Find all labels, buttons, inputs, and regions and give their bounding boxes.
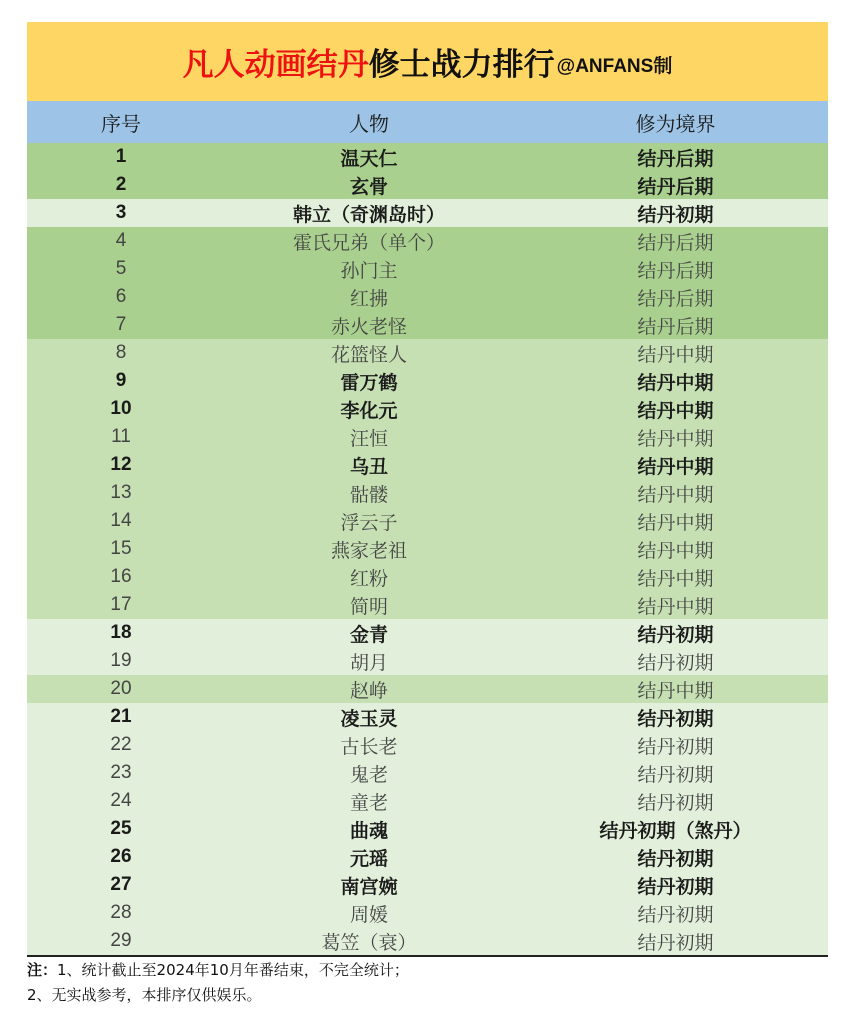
- name-cell: 花篮怪人: [330, 343, 407, 366]
- realm-cell: 结丹后期: [637, 315, 714, 338]
- title-red-part: 凡人动画结丹: [182, 47, 369, 83]
- realm-cell: 结丹中期: [637, 371, 714, 394]
- rank-cell: 5: [115, 258, 127, 279]
- rank-cell: 20: [110, 678, 132, 699]
- rank-cell: 24: [110, 790, 132, 811]
- notes: [27, 958, 409, 1008]
- table-row: [27, 759, 828, 787]
- name-cell: 李化元: [340, 399, 398, 422]
- rank-cell: 19: [110, 650, 132, 671]
- rank-cell: 10: [110, 398, 132, 419]
- table-row: [27, 619, 828, 647]
- rank-cell: 27: [110, 874, 132, 895]
- rank-cell: 25: [110, 818, 132, 839]
- name-cell: 韩立（奇渊岛时）: [292, 203, 445, 226]
- name-cell: 赵峥: [349, 679, 388, 702]
- rank-cell: 8: [115, 342, 127, 363]
- name-cell: 凌玉灵: [340, 707, 398, 730]
- header-realm: 修为境界: [635, 111, 716, 136]
- realm-cell: 结丹中期: [637, 679, 714, 702]
- name-cell: 乌丑: [349, 455, 388, 478]
- table-row: [27, 143, 828, 171]
- table-header: [27, 101, 828, 143]
- name-cell: 鬼老: [349, 763, 388, 786]
- rank-cell: 1: [115, 146, 127, 167]
- rank-cell: 26: [110, 846, 132, 867]
- table-row: [27, 535, 828, 563]
- name-cell: 玄骨: [349, 175, 388, 198]
- table-row: [27, 899, 828, 927]
- table-row: [27, 255, 828, 283]
- table-row: [27, 171, 828, 199]
- table-body: [27, 143, 828, 955]
- rank-cell: 28: [110, 902, 132, 923]
- header-name: 人物: [349, 111, 389, 136]
- realm-cell: 结丹初期: [637, 735, 714, 758]
- table-row: [27, 843, 828, 871]
- title-bar: [27, 22, 828, 101]
- name-cell: 赤火老怪: [330, 315, 407, 338]
- table-row: [27, 367, 828, 395]
- table-row: [27, 675, 828, 703]
- realm-cell: 结丹初期: [637, 623, 714, 646]
- rank-cell: 14: [110, 510, 132, 531]
- realm-cell: 结丹初期: [637, 875, 714, 898]
- realm-cell: 结丹中期: [637, 511, 714, 534]
- name-cell: 雷万鹤: [340, 371, 398, 394]
- realm-cell: 结丹初期: [637, 203, 714, 226]
- name-cell: 曲魂: [349, 819, 388, 842]
- title-black-part: 修士战力排行: [368, 47, 555, 83]
- rank-cell: 9: [115, 370, 127, 391]
- realm-cell: 结丹后期: [637, 259, 714, 282]
- name-cell: 燕家老祖: [330, 539, 407, 562]
- ranking-table: [27, 22, 828, 957]
- table-row: [27, 339, 828, 367]
- realm-cell: 结丹中期: [637, 567, 714, 590]
- name-cell: 红粉: [349, 567, 388, 590]
- note-line-2: 2、无实战参考，本排序仅供娱乐。: [27, 986, 262, 1004]
- rank-cell: 23: [110, 762, 132, 783]
- table-row: [27, 591, 828, 619]
- name-cell: 汪恒: [349, 427, 388, 450]
- rank-cell: 12: [110, 454, 132, 475]
- title-credit: @ANFANS制: [556, 56, 673, 77]
- realm-cell: 结丹中期: [637, 539, 714, 562]
- name-cell: 简明: [349, 595, 388, 618]
- rank-cell: 17: [110, 594, 132, 615]
- table-row: [27, 787, 828, 815]
- realm-cell: 结丹后期: [637, 147, 714, 170]
- realm-cell: 结丹初期: [637, 847, 714, 870]
- rank-cell: 13: [110, 482, 132, 503]
- realm-cell: 结丹初期: [637, 931, 714, 954]
- realm-cell: 结丹初期: [637, 791, 714, 814]
- realm-cell: 结丹中期: [637, 595, 714, 618]
- realm-cell: 结丹初期: [637, 707, 714, 730]
- table-row: [27, 199, 828, 227]
- name-cell: 红拂: [349, 287, 388, 310]
- note-line-1: [27, 958, 409, 983]
- table-row: [27, 507, 828, 535]
- table-row: [27, 927, 828, 955]
- name-cell: 金青: [349, 623, 388, 646]
- rank-cell: 21: [110, 706, 132, 727]
- table-row: [27, 395, 828, 423]
- table-row: [27, 647, 828, 675]
- rank-cell: 11: [111, 426, 131, 447]
- table-row: [27, 423, 828, 451]
- name-cell: 古长老: [340, 735, 398, 758]
- realm-cell: 结丹中期: [637, 483, 714, 506]
- table-row: [27, 227, 828, 255]
- realm-cell: 结丹中期: [637, 343, 714, 366]
- rank-cell: 18: [110, 622, 132, 643]
- name-cell: 温天仁: [340, 147, 398, 170]
- table-bottom-rule: [27, 955, 828, 957]
- rank-cell: 22: [110, 734, 132, 755]
- rank-cell: 6: [115, 286, 127, 307]
- rank-cell: 29: [110, 930, 132, 951]
- table-row: [27, 479, 828, 507]
- rank-cell: 16: [110, 566, 132, 587]
- name-cell: 元瑶: [349, 847, 388, 870]
- table-row: [27, 703, 828, 731]
- header-rank: 序号: [101, 111, 141, 136]
- note-label: 注：: [27, 961, 58, 979]
- rank-cell: 4: [115, 230, 127, 251]
- realm-cell: 结丹后期: [637, 231, 714, 254]
- table-row: [27, 283, 828, 311]
- name-cell: 葛笠（衰）: [321, 931, 417, 954]
- realm-cell: 结丹后期: [637, 175, 714, 198]
- realm-cell: 结丹初期: [637, 651, 714, 674]
- table-row: [27, 815, 828, 843]
- realm-cell: 结丹初期: [637, 903, 714, 926]
- realm-cell: 结丹初期: [637, 763, 714, 786]
- name-cell: 胡月: [349, 651, 388, 674]
- table-row: [27, 451, 828, 479]
- note-text-1: 1、统计截止至2024年10月年番结束，不完全统计；: [57, 961, 409, 979]
- name-cell: 骷髅: [349, 483, 388, 506]
- name-cell: 南宫婉: [340, 875, 398, 898]
- rank-cell: 7: [115, 314, 127, 335]
- name-cell: 童老: [349, 791, 388, 814]
- realm-cell: 结丹后期: [637, 287, 714, 310]
- rank-cell: 3: [115, 202, 127, 223]
- realm-cell: 结丹中期: [637, 455, 714, 478]
- name-cell: 浮云子: [340, 511, 398, 534]
- table-row: [27, 871, 828, 899]
- name-cell: 周媛: [349, 903, 388, 926]
- name-cell: 霍氏兄弟（单个）: [292, 231, 445, 254]
- rank-cell: 15: [110, 538, 132, 559]
- realm-cell: 结丹初期（煞丹）: [599, 819, 752, 842]
- realm-cell: 结丹中期: [637, 399, 714, 422]
- name-cell: 孙门主: [340, 259, 398, 282]
- table-row: [27, 311, 828, 339]
- table-row: [27, 731, 828, 759]
- rank-cell: 2: [115, 174, 127, 195]
- table-row: [27, 563, 828, 591]
- realm-cell: 结丹中期: [637, 427, 714, 450]
